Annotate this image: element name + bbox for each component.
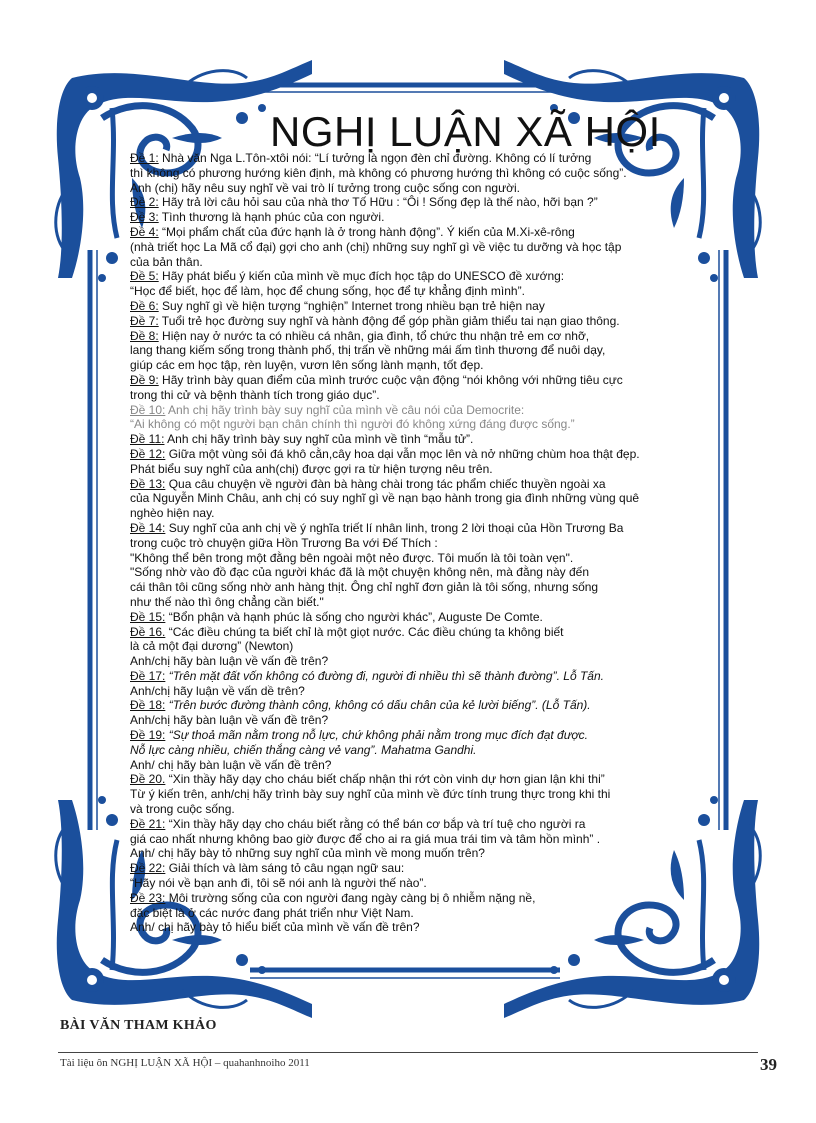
reference-heading: BÀI VĂN THAM KHẢO <box>60 1018 217 1033</box>
topic-text: Anh/ chị hãy bày tỏ những suy nghĩ của mình về mong muốn trên? <box>130 846 485 861</box>
topic-line <box>130 447 720 462</box>
topic-text: Anh/chị hãy bàn luận về vấn đề trên? <box>130 654 329 669</box>
topic-text: “Xin thầy hãy dạy cho cháu biết rằng có thể bán cơ bắp và trí tuệ cho người ra <box>165 816 586 831</box>
topic-line <box>130 802 720 817</box>
topic-text: đặc biệt là ở các nước đang phát triển như Việt Nam. <box>130 905 414 920</box>
topic-line <box>130 728 720 743</box>
topic-list <box>130 151 720 935</box>
page-number: 39 <box>760 1055 777 1074</box>
topic-line <box>130 314 720 329</box>
topic-label: Đề 9: <box>130 372 159 387</box>
topic-label: Đề 20. <box>130 772 166 787</box>
topic-line <box>130 166 720 181</box>
topic-line <box>130 698 720 713</box>
topic-label: Đề 5: <box>130 269 159 284</box>
topic-text: Nhà văn Nga L.Tôn-xtôi nói: “Lí tưởng là ngọn đèn chỉ đường. Không có lí tưởng <box>158 151 592 165</box>
topic-text: Từ ý kiến trên, anh/chị hãy trình bày suy nghĩ của mình về đức tính trung thực trong khi thi <box>130 787 611 802</box>
topic-text: Anh/ chị hãy bày tỏ hiểu biết của mình về vấn đề trên? <box>130 920 420 935</box>
topic-text: “Ai không có một người bạn chân chính thì người đó không xứng đáng được sống.” <box>130 417 575 432</box>
topic-label: Đề 3: <box>130 210 159 225</box>
topic-text: Tuổi trẻ học đường suy nghĩ và hành động để góp phần giảm thiểu tai nạn giao thông. <box>158 313 620 328</box>
topic-line <box>130 269 720 284</box>
topic-label: Đề 12: <box>130 446 166 461</box>
topic-text: Nỗ lực càng nhiều, chiến thắng càng vẻ vang”. Mahatma Gandhi. <box>130 742 477 757</box>
topic-line <box>130 595 720 610</box>
topic-text: “Hãy nói về bạn anh đi, tôi sẽ nói anh là người thế nào”. <box>130 876 427 891</box>
topic-text: giá cao nhất nhưng không bao giờ được để cho ai ra giá mua trái tim và tâm hồn mình” . <box>130 831 601 846</box>
topic-text: là cả một đại dương” (Newton) <box>130 639 294 654</box>
topic-line <box>130 388 720 403</box>
topic-label: Đề 7: <box>130 313 159 328</box>
topic-line <box>130 846 720 861</box>
topic-label: Đề 17: <box>130 668 166 683</box>
topic-line <box>130 299 720 314</box>
topic-text: Tình thương là hạnh phúc của con người. <box>158 210 385 225</box>
topic-label: Đề 23: <box>130 890 166 905</box>
topic-label: Đề 22: <box>130 861 166 876</box>
topic-label: Đề 8: <box>130 328 159 343</box>
topic-label: Đề 10: <box>130 402 166 417</box>
topic-text: "Sống nhờ vào đồ đạc của người khác đã là một chuyện không nên, mà đằng này đến <box>130 565 590 580</box>
topic-line <box>130 787 720 802</box>
topic-line <box>130 772 720 787</box>
topic-text: Giải thích và làm sáng tỏ câu ngạn ngữ sau: <box>165 861 405 876</box>
topic-line <box>130 151 720 166</box>
topic-text: Môi trường sống của con người đang ngày càng bị ô nhiễm nặng nề, <box>165 890 536 905</box>
topic-line <box>130 743 720 758</box>
topic-text: nghèo hiện nay. <box>130 506 215 521</box>
topic-line <box>130 403 720 418</box>
topic-line <box>130 225 720 240</box>
topic-text: Hãy trả lời câu hỏi sau của nhà thơ Tố Hữu : “Ôi ! Sống đẹp là thế nào, hỡi bạn ?” <box>158 195 598 210</box>
topic-line <box>130 195 720 210</box>
topic-text: “Xin thầy hãy dạy cho cháu biết chấp nhận thi rớt còn vinh dự hơn gian lận khi thi” <box>165 772 605 787</box>
topic-line <box>130 240 720 255</box>
topic-text: thì không có phương hướng kiên định, mà không có phương hướng thì không có cuộc sống”. <box>130 165 627 180</box>
topic-label: Đề 18: <box>130 698 166 713</box>
topic-text: (nhà triết học La Mã cổ đại) gợi cho anh (chị) những suy nghĩ gì về việc tu dưỡng và học tập <box>130 239 622 254</box>
topic-line <box>130 639 720 654</box>
topic-line <box>130 832 720 847</box>
topic-line <box>130 343 720 358</box>
topic-text: Hiện nay ở nước ta có nhiều cá nhân, gia đình, tổ chức thu nhận trẻ em cơ nhỡ, <box>158 328 590 343</box>
topic-text: Hãy trình bày quan điểm của mình trước cuộc vận động “nói không với những tiêu cực <box>158 372 623 387</box>
topic-label: Đề 19: <box>130 728 166 743</box>
topic-label: Đề 14: <box>130 520 166 535</box>
topic-text: Anh (chị) hãy nêu suy nghĩ về vai trò lí tưởng trong cuộc sống con người. <box>130 180 521 195</box>
topic-line <box>130 861 720 876</box>
topic-line <box>130 417 720 432</box>
topic-label: Đề 6: <box>130 298 159 313</box>
topic-text: của Nguyễn Minh Châu, anh chị có suy nghĩ gì về nạn bạo hành trong gia đình những vùng quê <box>130 491 640 506</box>
topic-text: Suy nghĩ của anh chị về ý nghĩa triết lí nhân linh, trong 2 lời thoại của Hồn Trương Ba <box>165 520 624 535</box>
topic-line <box>130 891 720 906</box>
page-title: NGHỊ LUẬN XÃ HỘI <box>270 108 661 155</box>
topic-line <box>130 920 720 935</box>
topic-line <box>130 284 720 299</box>
topic-line <box>130 506 720 521</box>
topic-label: Đề 15: <box>130 609 166 624</box>
topic-question: Anh/chị hãy luận về vấn dề trên? <box>130 683 305 698</box>
topic-line <box>130 669 720 684</box>
topic-label: Đề 4: <box>130 224 159 239</box>
topic-label: Đề 21: <box>130 816 166 831</box>
topic-label: Đề 2: <box>130 195 159 210</box>
topic-text: trong thi cử và bệnh thành tích trong giáo dục”. <box>130 387 380 402</box>
topic-line <box>130 521 720 536</box>
topic-text: như thế nào thì ông chẳng cần biết." <box>130 594 324 609</box>
topic-line <box>130 551 720 566</box>
topic-text: Suy nghĩ gì về hiện tượng “nghiện” Internet trong nhiều bạn trẻ hiện nay <box>158 298 545 313</box>
topic-text: Qua câu chuyện về người đàn bà hàng chài trong tác phẩm chiếc thuyền ngoài xa <box>165 476 606 491</box>
topic-line <box>130 610 720 625</box>
topic-line <box>130 491 720 506</box>
topic-text: Anh chị hãy trình bày suy nghĩ của mình về câu nói của Democrite: <box>165 402 525 417</box>
footer-divider <box>58 1052 758 1053</box>
topic-text: “Mọi phẩm chất của đức hạnh là ở trong hành động”. Ý kiến của M.Xi-xê-rông <box>158 224 575 239</box>
topic-text: “Học để biết, học để làm, học để chung sống, học để tự khẳng định mình”. <box>130 284 525 299</box>
topic-line <box>130 625 720 640</box>
topic-line <box>130 255 720 270</box>
topic-text: giúp các em học tập, rèn luyện, vươn lên sống lành mạnh, tốt đẹp. <box>130 358 484 373</box>
topic-label: Đề 11: <box>130 432 165 447</box>
topic-text: “Trên mặt đất vốn không có đường đi, người đi nhiều thì sẽ thành đường”. Lỗ Tấn. <box>165 668 604 683</box>
topic-line <box>130 580 720 595</box>
topic-line <box>130 876 720 891</box>
topic-line <box>130 565 720 580</box>
topic-text: và trong cuộc sống. <box>130 802 235 817</box>
topic-text: "Không thể bên trong một đằng bên ngoài một nẻo được. Tôi muốn là tôi toàn vẹn". <box>130 550 574 565</box>
topic-text: Phát biểu suy nghĩ của anh(chị) được gợi ra từ hiện tượng nêu trên. <box>130 461 493 476</box>
topic-text: lang thang kiếm sống trong thành phố, thị trấn về những mái ấm tình thương để nuôi dạy, <box>130 343 606 358</box>
topic-line <box>130 358 720 373</box>
topic-line <box>130 817 720 832</box>
topic-text: của bản thân. <box>130 254 203 269</box>
topic-line <box>130 432 720 447</box>
topic-line <box>130 373 720 388</box>
topic-question: Anh/chị hãy bàn luận về vấn đề trên? <box>130 713 329 728</box>
topic-text: “Bổn phận và hạnh phúc là sống cho người khác”, Auguste De Comte. <box>165 609 543 624</box>
topic-line <box>130 329 720 344</box>
topic-label: Đề 13: <box>130 476 166 491</box>
footer-text: Tài liệu ôn NGHỊ LUẬN XÃ HỘI – quahanhnoiho 2011 <box>60 1057 310 1069</box>
topic-text: “Sự thoả mãn nằm trong nỗ lực, chứ không phải nằm trong mục đích đạt được. <box>165 728 588 743</box>
topic-text: Giữa một vùng sỏi đá khô cằn,cây hoa dại vẫn mọc lên và nở những chùm hoa thật đẹp. <box>165 446 640 461</box>
topic-line <box>130 181 720 196</box>
topic-line <box>130 210 720 225</box>
topic-line <box>130 536 720 551</box>
topic-label: Đề 1: <box>130 151 159 165</box>
topic-text: “Trên bước đường thành công, không có dấu chân của kẻ lười biếng”. (Lỗ Tấn). <box>165 698 591 713</box>
topic-text: Hãy phát biểu ý kiến của mình về mục đích học tập do UNESCO đề xướng: <box>158 269 565 284</box>
topic-text: cái thân tôi cũng sống nhờ anh hàng thịt. Ông chỉ nghĩ đơn giản là tôi sống, nhưng sống <box>130 580 599 595</box>
topic-line <box>130 462 720 477</box>
topic-line <box>130 654 720 669</box>
topic-line <box>130 477 720 492</box>
topic-line <box>130 906 720 921</box>
topic-text: “Các điều chúng ta biết chỉ là một giọt nước. Các điều chúng ta không biết <box>165 624 564 639</box>
topic-text: Anh chị hãy trình bày suy nghĩ của mình về tình “mẫu tử”. <box>164 432 474 447</box>
topic-label: Đề 16. <box>130 624 166 639</box>
topic-question: Anh/ chị hãy bàn luận về vấn đề trên? <box>130 757 332 772</box>
topic-text: trong cuộc trò chuyện giữa Hồn Trương Ba với Đế Thích : <box>130 535 438 550</box>
